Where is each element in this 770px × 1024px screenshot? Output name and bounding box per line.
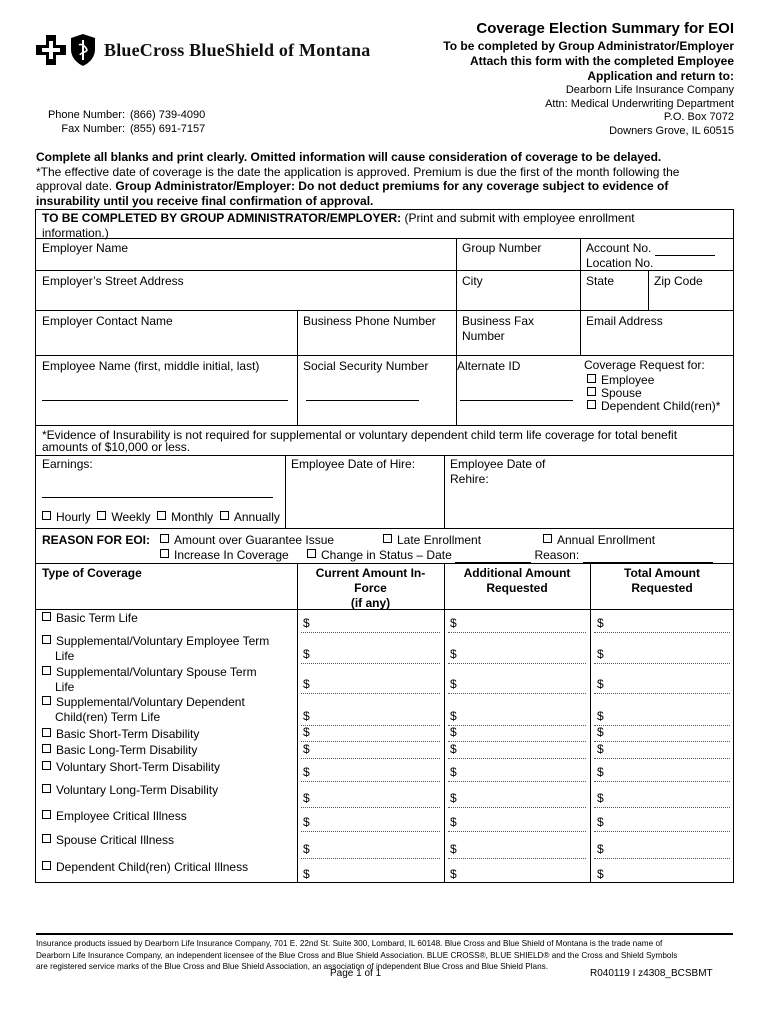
checkbox-icon [42,635,51,644]
fax-value: (855) 691-7157 [130,122,206,135]
coverage-label: Basic Long-Term Disability [56,743,198,757]
total-amount-field[interactable]: $ [597,867,604,881]
subtitle-3: Application and return to: [587,69,734,83]
current-amount-field[interactable]: $ [303,616,310,630]
group-number-label: Group Number [462,241,542,255]
reason-increase[interactable] [160,548,289,563]
checkbox-label: Annually [233,510,280,524]
blue-cross-icon [36,35,66,65]
rehire-line1: Employee Date of [450,457,546,471]
alternate-id-line[interactable] [460,400,573,401]
header-line: Current Amount In- [315,566,426,580]
location-no-label: Location No. [586,256,654,270]
coverage-label: Voluntary Long-Term Disability [56,783,219,797]
row-separator [301,758,440,759]
checkbox-icon [42,612,51,621]
additional-amount-field[interactable]: $ [450,725,457,739]
freq-weekly[interactable] [97,510,150,524]
phone-label: Phone Number: [47,109,125,121]
row-separator [301,781,440,782]
row-separator [448,741,586,742]
checkbox-icon [42,666,51,675]
checkbox-label: Monthly [171,510,214,524]
header-block [443,20,734,138]
row-separator [301,693,440,694]
coverage-label-cont: Child(ren) Term Life [55,710,161,724]
row-separator [594,858,730,859]
change-date-line[interactable] [455,562,531,563]
row-separator [448,632,586,633]
section-title-bold: TO BE COMPLETED BY GROUP ADMINISTRATOR/EMPLOYER: [42,211,402,225]
instruction-line: Complete all blanks and print clearly. Omitted information will cause consideration of coverage to be delayed. [36,150,662,164]
section-title-line2: information.) [42,226,109,240]
ssn-label: Social Security Number [303,359,429,373]
checkbox-label: Increase In Coverage [174,548,289,562]
coverage-label-cont: Life [55,649,75,663]
current-amount-field[interactable]: $ [303,677,310,691]
phone-value: (866) 739-4090 [130,109,206,121]
current-amount-field[interactable]: $ [303,815,310,829]
total-amount-field[interactable]: $ [597,815,604,829]
checkbox-icon [42,834,51,843]
freq-hourly[interactable] [42,510,91,524]
contact-block [45,109,205,136]
subtitle-1: To be completed by Group Administrator/Employer [443,39,734,53]
coverage-label: Spouse Critical Illness [56,833,175,847]
coverage-row-2[interactable] [42,665,292,695]
coverage-label: Supplemental/Voluntary Dependent [56,695,245,709]
footer-line: Dearborn Life Insurance Company, an independent licensee of the Blue Cross and Blue Shield Association. BLUE CROSS®, BLUE SHIELD® and the Cross and Shield Symbols [36,950,678,960]
address-line: P.O. Box 7072 [663,111,734,123]
row-separator [448,858,586,859]
additional-amount-field[interactable]: $ [450,791,457,805]
instruction-line: insurability until you receive final confirmation of approval. [36,193,374,208]
row-separator [448,831,586,832]
checkbox-icon [42,810,51,819]
header-line: Force [354,581,387,595]
freq-annually[interactable] [220,510,280,524]
col-additional-header [444,566,590,596]
blue-shield-icon [70,33,96,67]
total-amount-field[interactable]: $ [597,709,604,723]
row-separator [301,725,440,726]
address-line: Downers Grove, IL 60515 [609,124,734,137]
footer-line: are registered service marks of the Blue Cross and Blue Shield Association, an association of independent Blue Cross and Blue Shield Plans. [36,962,549,971]
checkbox-label: Amount over Guarantee Issue [174,533,335,547]
total-amount-field[interactable]: $ [597,677,604,691]
subtitle-2: Attach this form with the completed Employee [469,54,734,68]
coverage-row-5[interactable] [42,743,292,758]
current-amount-field[interactable]: $ [303,765,310,779]
reason-change-status[interactable] [307,548,713,563]
additional-amount-field[interactable]: $ [450,647,457,661]
coverage-request [584,359,720,413]
employer-name-label: Employer Name [42,241,129,255]
checkbox-icon [160,534,169,543]
reason-other-line[interactable] [583,562,713,563]
section-title [42,211,722,241]
coverage-row-10[interactable] [42,860,292,875]
date-of-hire-label: Employee Date of Hire: [291,457,416,471]
row-separator [301,663,440,664]
total-amount-field[interactable]: $ [597,791,604,805]
coverage-label: Voluntary Short-Term Disability [56,760,221,774]
row-separator [594,831,730,832]
row-separator [301,632,440,633]
current-amount-field[interactable]: $ [303,791,310,805]
checkbox-icon [307,549,316,558]
checkbox-label: Employee [601,373,655,387]
row-separator [448,663,586,664]
additional-amount-field[interactable]: $ [450,815,457,829]
mailing-address [443,84,734,138]
coverage-row-4[interactable] [42,727,292,742]
rehire-line2: Rehire: [450,472,489,486]
state-label: State [586,274,615,288]
checkbox-icon [42,784,51,793]
coverage-row-8[interactable] [42,809,292,824]
reason-other-label: Reason: [534,548,580,562]
checkbox-icon [42,696,51,705]
page-number: Page 1 of 1 [330,968,382,979]
checkbox-label: Change in Status – Date [321,548,452,562]
row-separator [301,741,440,742]
row-separator [594,758,730,759]
footer-line: Insurance products issued by Dearborn Life Insurance Company, 701 E. 22nd St. Suite 300, Lombard, IL 60148. Blue Cross and Blue Shield of Montana is the trade name of [36,939,663,948]
current-amount-field[interactable]: $ [303,725,310,739]
col-current-header [297,566,444,611]
account-location-field[interactable] [586,241,726,271]
employee-name-label: Employee Name (first, middle initial, last) [42,359,260,373]
row-separator [594,781,730,782]
section-title-rest: (Print and submit with employee enrollment [401,211,635,225]
form-code: R040119 I z4308_BCSBMT [590,968,713,979]
row-separator [594,663,730,664]
eoi-note-line: amounts of $10,000 or less. [42,440,191,454]
instructions [36,150,736,208]
coverage-row-7[interactable] [42,783,292,798]
coverage-row-9[interactable] [42,833,292,848]
contact-name-label: Employer Contact Name [42,314,173,328]
row-separator [301,807,440,808]
brand-logo [36,30,370,70]
instruction-line: approval date. [36,179,116,193]
row-separator [448,725,586,726]
header-line: Requested [486,581,548,595]
address-line: Dearborn Life Insurance Company [565,84,734,96]
current-amount-field[interactable]: $ [303,867,310,881]
earnings-frequency [42,510,280,525]
employee-name-line[interactable] [42,400,288,401]
reason-amount-over[interactable] [160,533,334,548]
checkbox-label: Dependent Child(ren)* [601,399,721,413]
fax-label: Fax Number: [61,122,125,135]
checkbox-icon [587,400,596,409]
coverage-label-cont: Life [55,680,75,694]
coverage-row-3[interactable] [42,695,292,725]
checkbox-label: Hourly [56,510,91,524]
total-amount-field[interactable]: $ [597,765,604,779]
date-of-rehire-label [450,457,545,487]
business-fax-line1: Business Fax [462,314,535,328]
zip-label: Zip Code [654,274,703,288]
checkbox-icon [543,534,552,543]
header-line: (if any) [350,596,391,610]
reason-label: REASON FOR EOI: [42,533,151,547]
total-amount-field[interactable]: $ [597,725,604,739]
current-amount-field[interactable]: $ [303,647,310,661]
additional-amount-field[interactable]: $ [450,709,457,723]
total-amount-field[interactable]: $ [597,842,604,856]
col-type-header: Type of Coverage [42,566,142,580]
row-separator [594,632,730,633]
header-line: Total Amount [624,566,700,580]
header-line: Additional Amount [463,566,571,580]
earnings-label: Earnings: [42,457,93,471]
checkbox-icon [97,511,106,520]
row-separator [448,693,586,694]
row-separator [301,858,440,859]
reason-late-enrollment[interactable] [383,533,481,548]
current-amount-field[interactable]: $ [303,842,310,856]
checkbox-icon [383,534,392,543]
business-fax-line2: Number [462,329,505,343]
eoi-note-line: *Evidence of Insurability is not required for supplemental or voluntary dependent child term life coverage for total benefit [42,428,678,442]
checkbox-icon [587,387,596,396]
email-label: Email Address [586,314,663,328]
checkbox-icon [157,511,166,520]
alternate-id-label: Alternate ID [457,359,521,373]
coverage-row-0[interactable] [42,611,292,626]
checkbox-icon [587,374,596,383]
footer-divider [36,933,733,935]
eoi-note [42,429,727,453]
checkbox-icon [42,511,51,520]
page-title: Coverage Election Summary for EOI [476,20,734,37]
ssn-line[interactable] [306,400,419,401]
row-separator [301,831,440,832]
additional-amount-field[interactable]: $ [450,842,457,856]
checkbox-label: Late Enrollment [397,533,482,547]
col-total-header [590,566,734,596]
coverage-label: Supplemental/Voluntary Spouse Term [56,665,257,679]
reason-annual-enrollment[interactable] [543,533,655,548]
total-amount-field[interactable]: $ [597,616,604,630]
coverage-label: Supplemental/Voluntary Employee Term [56,634,270,648]
row-separator [594,741,730,742]
additional-amount-field[interactable]: $ [450,677,457,691]
business-fax-label [462,314,534,344]
row-separator [448,781,586,782]
checkbox-icon [220,511,229,520]
address-line: Attn: Medical Underwriting Department [545,97,734,110]
row-separator [594,807,730,808]
row-separator [448,807,586,808]
brand-name: BlueCross BlueShield of Montana [104,39,371,60]
account-no-label: Account No. [586,241,652,255]
additional-amount-field[interactable]: $ [450,616,457,630]
checkbox-icon [42,761,51,770]
current-amount-field[interactable]: $ [303,709,310,723]
earnings-line[interactable] [42,497,273,498]
additional-amount-field[interactable]: $ [450,765,457,779]
row-separator [594,693,730,694]
checkbox-icon [42,861,51,870]
total-amount-field[interactable]: $ [597,647,604,661]
row-separator [594,725,730,726]
current-amount-field[interactable]: $ [303,742,310,756]
instruction-line: Group Administrator/Employer: Do not deduct premiums for any coverage subject to evidence of [115,179,669,193]
checkbox-label: Spouse [601,386,642,400]
checkbox-icon [160,549,169,558]
business-phone-label: Business Phone Number [303,314,436,328]
coverage-label: Basic Term Life [56,611,138,625]
checkbox-label: Annual Enrollment [557,533,656,547]
additional-amount-field[interactable]: $ [450,742,457,756]
coverage-row-6[interactable] [42,760,292,775]
instruction-line: *The effective date of coverage is the date the application is approved. Premium is due the first of the month following the [36,164,680,179]
coverage-request-label: Coverage Request for: [584,358,705,372]
city-label: City [462,274,483,288]
street-address-label: Employer’s Street Address [42,274,184,288]
freq-monthly[interactable] [157,510,213,524]
checkbox-dependent-children[interactable] [584,400,720,413]
coverage-label: Basic Short-Term Disability [56,727,200,741]
coverage-row-1[interactable] [42,634,292,664]
coverage-label: Dependent Child(ren) Critical Illness [56,860,249,874]
row-separator [448,758,586,759]
total-amount-field[interactable]: $ [597,742,604,756]
checkbox-icon [42,728,51,737]
additional-amount-field[interactable]: $ [450,867,457,881]
checkbox-label: Weekly [111,510,151,524]
coverage-label: Employee Critical Illness [56,809,187,823]
header-line: Requested [631,581,693,595]
checkbox-icon [42,744,51,753]
